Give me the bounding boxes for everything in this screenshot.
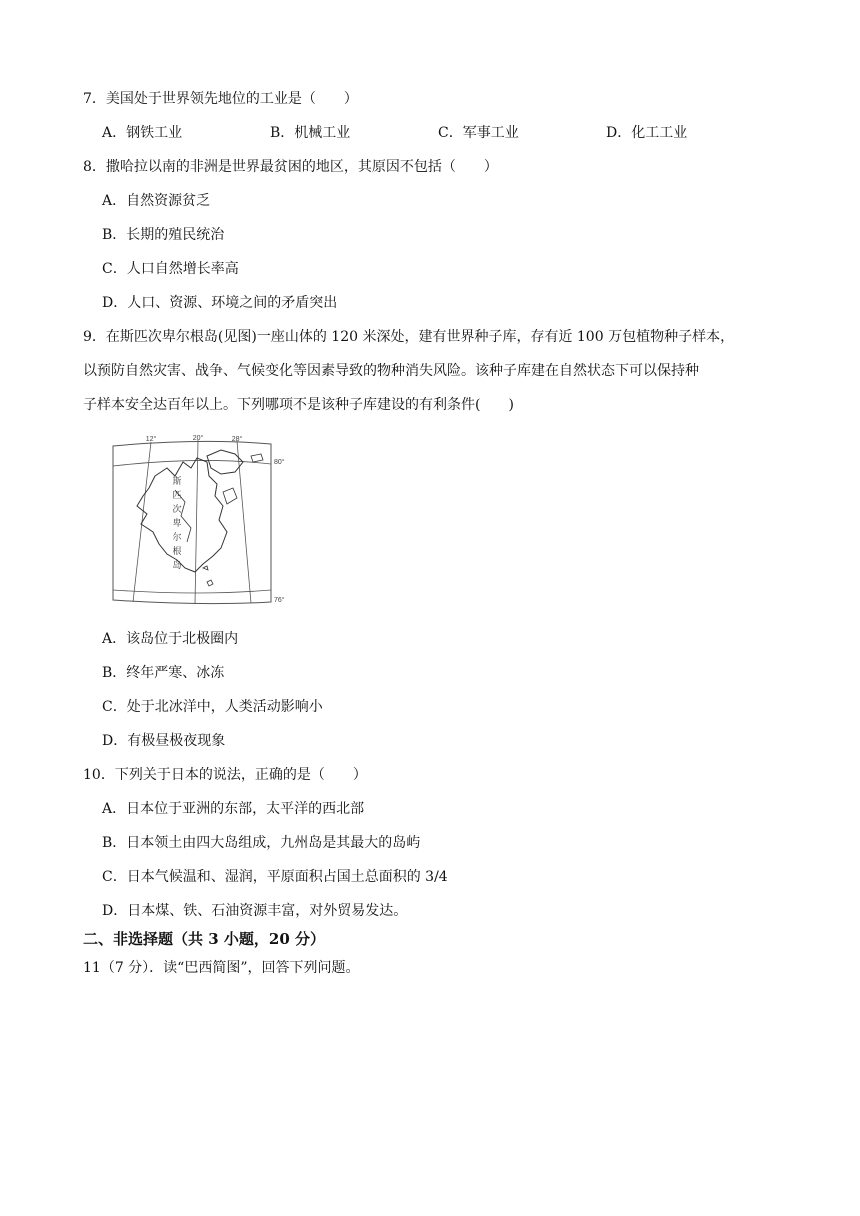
q9-option-c[interactable]: C．处于北冰洋中，人类活动影响小	[102, 699, 323, 715]
q7-option-a[interactable]: A．钢铁工业	[102, 125, 183, 141]
q9-option-a[interactable]: A．该岛位于北极圈内	[102, 631, 239, 647]
q8-option-b[interactable]: B．长期的殖民统治	[102, 227, 225, 243]
question-11-stem: 11（7 分）．读“巴西简图”，回答下列问题。	[83, 960, 360, 976]
q9-option-d[interactable]: D．有极昼极夜现象	[102, 733, 226, 749]
section-2-heading: 二、非选择题（共 3 小题，20 分）	[83, 930, 325, 948]
q8-option-c[interactable]: C．人口自然增长率高	[102, 261, 239, 277]
q8-option-a[interactable]: A．自然资源贫乏	[102, 193, 211, 209]
svalbard-map-svg	[111, 432, 291, 612]
island-char-2: 匹	[172, 491, 182, 501]
question-9-stem-line-3: 子样本安全达百年以上。下列哪项不是该种子库建设的有利条件( )	[83, 397, 514, 413]
question-8-stem: 8．撒哈拉以南的非洲是世界最贫困的地区，其原因不包括（ ）	[83, 159, 498, 175]
lon-label-20: 20°	[192, 435, 204, 442]
island-char-3: 次	[172, 505, 182, 515]
q9-option-b[interactable]: B．终年严寒、冰冻	[102, 665, 225, 681]
q7-option-c[interactable]: C．军事工业	[438, 125, 519, 141]
q8-option-d[interactable]: D．人口、资源、环境之间的矛盾突出	[102, 295, 338, 311]
island-char-5: 尔	[172, 533, 182, 543]
question-7-stem: 7．美国处于世界领先地位的工业是（ ）	[83, 91, 358, 107]
q7-option-d[interactable]: D．化工工业	[606, 125, 688, 141]
q10-option-b[interactable]: B．日本领土由四大岛组成，九州岛是其最大的岛屿	[102, 835, 421, 851]
q7-option-b[interactable]: B．机械工业	[270, 125, 351, 141]
island-char-6: 根	[172, 547, 182, 557]
lon-label-12: 12°	[145, 436, 157, 443]
q10-option-a[interactable]: A．日本位于亚洲的东部，太平洋的西北部	[102, 801, 365, 817]
question-9-stem-line-1: 9．在斯匹次卑尔根岛(见图)一座山体的 120 米深处，建有世界种子库，存有近 100 万包植物种子样本，	[83, 329, 735, 345]
island-char-1: 斯	[172, 477, 182, 487]
question-9-stem-line-2: 以预防自然灾害、战争、气候变化等因素导致的物种消失风险。该种子库建在自然状态下可以保持种	[83, 363, 699, 379]
island-char-7: 岛	[172, 561, 182, 571]
lat-label-80: 80°	[274, 459, 285, 466]
q10-option-d[interactable]: D．日本煤、铁、石油资源丰富，对外贸易发达。	[102, 903, 408, 919]
question-7-options	[102, 123, 742, 143]
svalbard-map	[111, 432, 291, 612]
q10-option-c[interactable]: C．日本气候温和、湿润，平原面积占国土总面积的 3/4	[102, 869, 448, 885]
question-10-stem: 10．下列关于日本的说法，正确的是（ ）	[83, 767, 367, 783]
lon-label-28: 28°	[231, 436, 243, 443]
lat-label-76: 76°	[274, 597, 285, 604]
island-char-4: 卑	[172, 519, 182, 529]
